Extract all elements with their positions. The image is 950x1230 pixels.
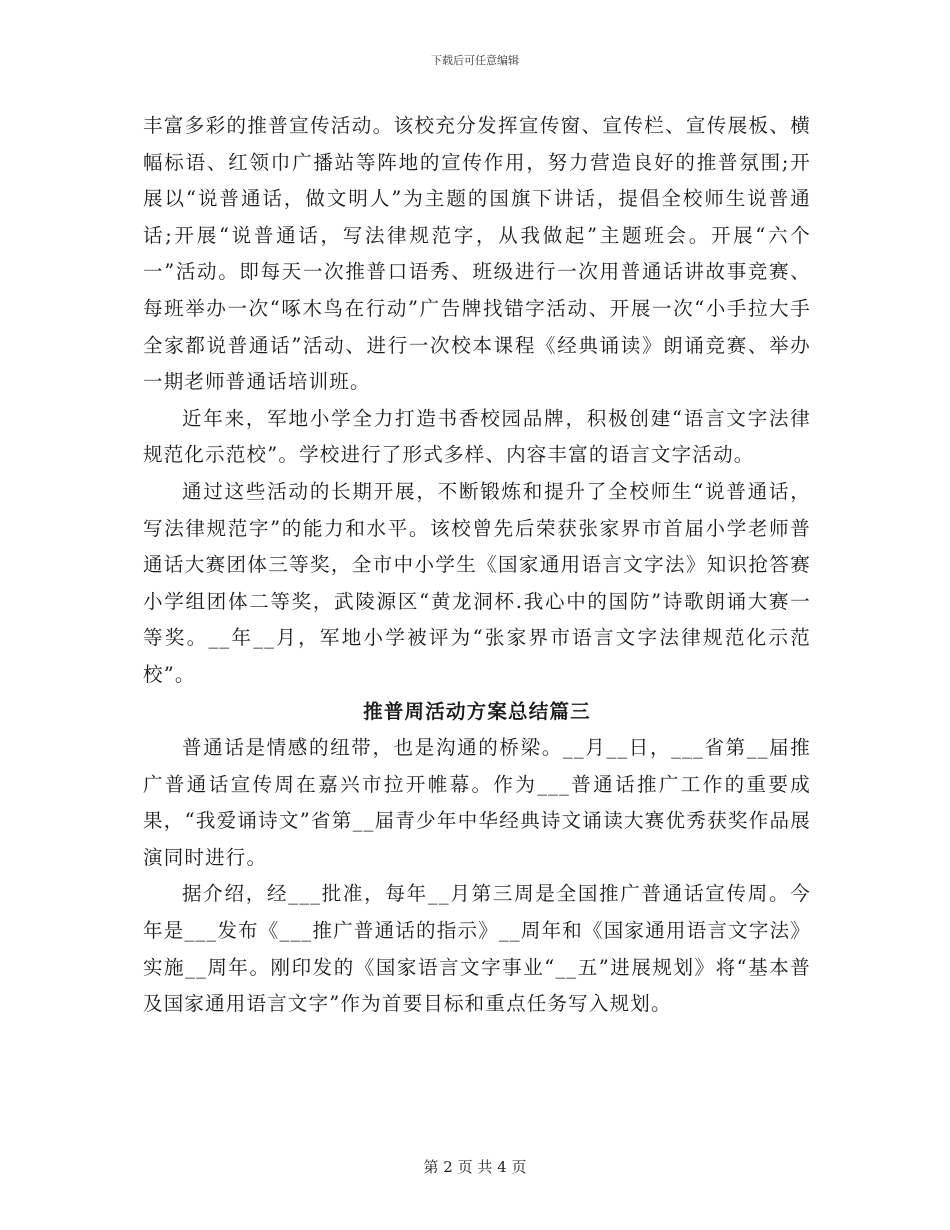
page-header: 下载后可任意编辑 bbox=[431, 54, 519, 67]
page-number-footer: 第 2 页 共 4 页 bbox=[423, 1158, 527, 1176]
paragraph-recent-years: 近年来，军地小学全力打造书香校园品牌，积极创建“语言文字法律规范化示范校”。学校进行了形式多样、内容丰富的语言文字活动。 bbox=[143, 406, 811, 467]
paragraph-promotion-week: 据介绍，经___批准，每年__月第三周是全国推广普通话宣传周。今年是___发布《___推广普通话的指示》__周年和《国家通用语言文字法》实施__周年。刚印发的《国家语言文字事业“__五”进展规划》将“基本普及国家通用语言文字”作为首要目标和重点任务写入规划。 bbox=[143, 882, 811, 1016]
section-title: 推普周活动方案总结篇三 bbox=[363, 699, 591, 723]
document-body bbox=[143, 108, 811, 1023]
paragraph-promotion-activities: 丰富多彩的推普宣传活动。该校充分发挥宣传窗、宣传栏、宣传展板、横幅标语、红领巾广播站等阵地的宣传作用，努力营造良好的推普氛围;开展以“说普通话，做文明人”为主题的国旗下讲话，提倡全校师生说普通话;开展“说普通话，写法律规范字，从我做起”主题班会。开展“六个一”活动。即每天一次推普口语秀、班级进行一次用普通话讲故事竞赛、每班举办一次“啄木鸟在行动”广告牌找错字活动、开展一次“小手拉大手全家都说普通话”活动、进行一次校本课程《经典诵读》朗诵竞赛、举办一期老师普通话培训班。 bbox=[143, 114, 811, 394]
paragraph-achievements: 通过这些活动的长期开展，不断锻炼和提升了全校师生“说普通话，写法律规范字”的能力和水平。该校曾先后荣获张家界市首届小学老师普通话大赛团体三等奖，全市中小学生《国家通用语言文字法》知识抢答赛小学组团体二等奖，武陵源区“黄龙洞杯.我心中的国防”诗歌朗诵大赛一等奖。__年__月，军地小学被评为“张家界市语言文字法律规范化示范校”。 bbox=[143, 479, 811, 686]
paragraph-putonghua-bridge: 普通话是情感的纽带，也是沟通的桥梁。__月__日，___省第__届推广普通话宣传周在嘉兴市拉开帷幕。作为___普通话推广工作的重要成果，“我爱诵诗文”省第__届青少年中华经典诗文诵读大赛优秀获奖作品展演同时进行。 bbox=[143, 736, 811, 869]
